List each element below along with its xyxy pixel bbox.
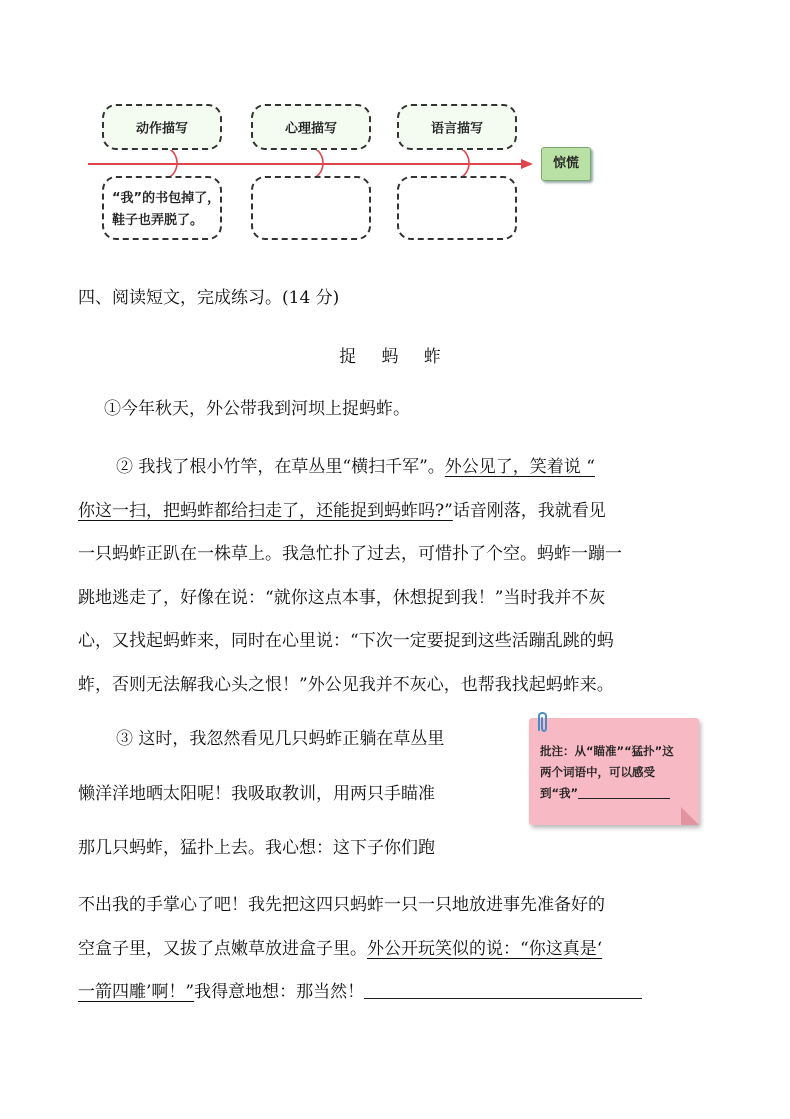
- annotation-line-3: [540, 783, 695, 804]
- annotation-line-1: 批注：从“瞄准”“猛扑”这: [540, 744, 674, 758]
- box-psychology-description: [251, 104, 371, 150]
- answer-blank-line[interactable]: [364, 980, 642, 999]
- answer-box-language[interactable]: [397, 176, 517, 240]
- annotation-line-2: 两个词语中，可以感受: [540, 765, 655, 779]
- p2-line-1-underlined: 外公见了，笑着说 “: [444, 457, 595, 477]
- p2-line-2: [78, 490, 718, 534]
- annotation-answer-blank[interactable]: [578, 786, 670, 799]
- section-heading: 四、阅读短文，完成练习。(14 分): [78, 288, 340, 308]
- fishbone-diagram: [0, 0, 790, 260]
- result-box: 惊慌: [541, 147, 591, 181]
- p3-line-3: 那几只蚂蚱，猛扑上去。我心想：这下子你们跑: [78, 838, 435, 858]
- paperclip-icon: [533, 710, 553, 736]
- p3-line-4: 不出我的手掌心了吧！我先把这四只蚂蚱一只一只地放进事先准备好的: [78, 895, 605, 915]
- paragraph-3-top: [78, 712, 508, 876]
- p2-line-3: 一只蚂蚱正趴在一株草上。我急忙扑了过去，可惜扑了个空。蚂蚱一蹦一: [78, 544, 622, 564]
- annotation-note: [529, 718, 699, 825]
- box-language-label: 语言描写: [430, 121, 483, 137]
- box-action-label: 动作描写: [135, 121, 188, 137]
- p2-line-2-text: 话音刚落，我就看见: [452, 500, 606, 521]
- example-answer-text: [112, 188, 221, 232]
- p2-line-5: 心，又找起蚂蚱来，同时在心里说：“下次一定要捉到这些活蹦乱跳的蚂: [78, 631, 614, 651]
- passage-title: 捉 蚂 蚱: [339, 347, 451, 367]
- p3-line-6-text: 我得意地想：那当然！: [194, 982, 365, 1002]
- example-line-2: 鞋子也弄脱了。: [112, 213, 204, 228]
- box-example-answer: [102, 176, 222, 240]
- p2-line-2-underlined: 你这一扫，把蚂蚱都给扫走了，还能捉到蚂蚱吗?”: [78, 500, 453, 521]
- annotation-text: [540, 741, 695, 804]
- answer-box-psychology[interactable]: [251, 176, 371, 240]
- example-line-1: “我”的书包掉了，: [112, 191, 221, 206]
- p3-line-5-underlined: 外公开玩笑似的说：“你这真是‘: [367, 938, 603, 959]
- annotation-line-3-text: 到“我”: [540, 786, 579, 800]
- p2-line-4: 跳地逃走了，好像在说：“就你这点本事，休想捉到我！”当时我并不灰: [78, 587, 606, 608]
- box-psychology-label: 心理描写: [284, 121, 337, 137]
- box-language-description: [397, 104, 517, 150]
- paragraph-1: ①今年秋天，外公带我到河坝上捉蚂蚱。: [104, 399, 410, 419]
- box-action-description: [102, 104, 222, 150]
- p2-line-1-text: ② 我找了根小竹竿，在草丛里“横扫千军”。: [116, 457, 445, 477]
- paragraph-3-bottom: [78, 884, 718, 1015]
- note-corner-fold: [681, 807, 699, 825]
- p2-line-1: [78, 446, 718, 490]
- p3-line-1: ③ 这时，我忽然看见几只蚂蚱正躺在草丛里: [116, 729, 445, 749]
- paragraph-2: [78, 446, 718, 707]
- arrow-head: [521, 159, 533, 169]
- p3-line-5-text: 空盒子里，又拔了点嫩草放进盒子里。: [78, 938, 367, 959]
- p3-line-6: [78, 971, 718, 1015]
- p2-line-6: 蚱，否则无法解我心头之恨！”外公见我并不灰心，也帮我找起蚂蚱来。: [78, 674, 614, 695]
- p3-line-2: 懒洋洋地晒太阳呢！我吸取教训，用两只手瞄准: [78, 783, 435, 804]
- p3-line-6-underlined: 一箭四雕’啊！”: [78, 982, 195, 1002]
- p3-line-5: [78, 928, 718, 972]
